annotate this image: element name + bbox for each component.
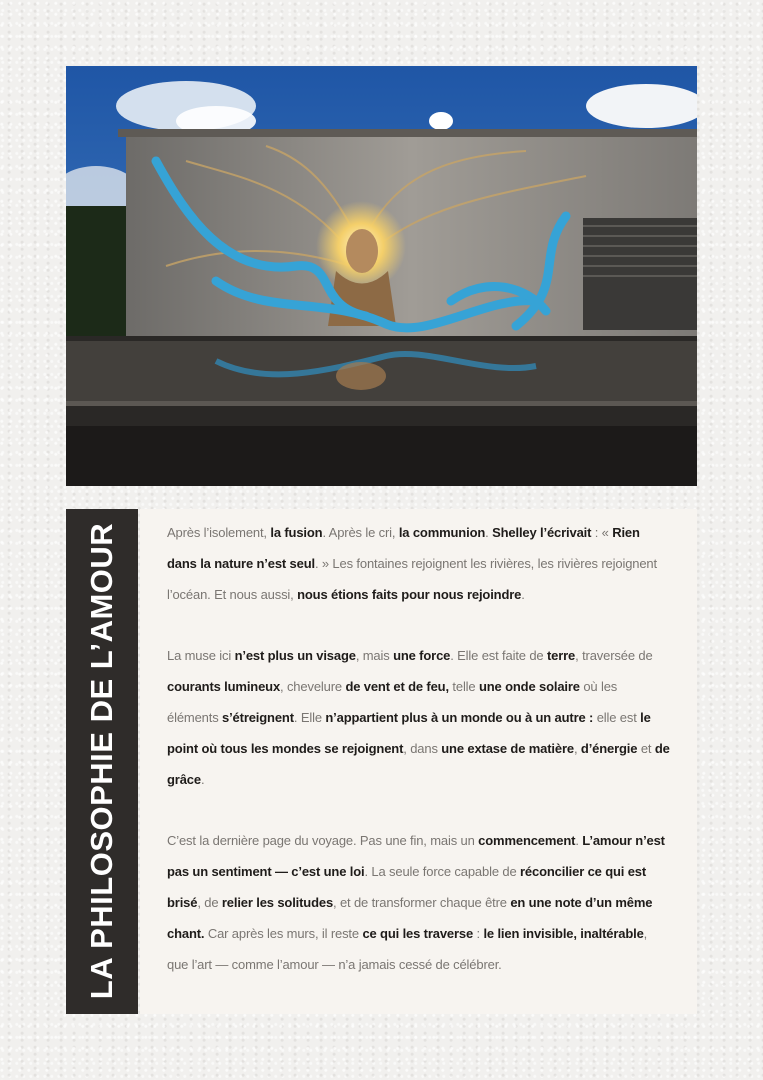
body-text-run: La muse ici — [167, 648, 235, 664]
body-text-run: . Elle est faite de — [450, 648, 547, 664]
body-text — [167, 518, 670, 1011]
emphasis-text: n’est plus un visage — [234, 648, 356, 664]
section-title-bar — [66, 509, 138, 1014]
emphasis-text: n’appartient plus à un monde ou à un autre : — [325, 709, 594, 725]
body-text-run: , de — [197, 894, 222, 910]
body-text-run: , que l’art — comme l’amour — n’a jamais cessé de célébrer. — [167, 925, 648, 972]
emphasis-text: L’amour n’est pas un sentiment — c’est une loi — [167, 833, 665, 880]
body-text-run: . Après le cri, — [322, 525, 399, 540]
emphasis-text: le lien invisible, inaltérable — [483, 925, 644, 941]
body-text-run: Car après les murs, il reste — [204, 925, 363, 941]
emphasis-text: Rien dans la nature n’est seul — [167, 525, 640, 571]
text-panel — [140, 509, 697, 1014]
body-text-run: . — [485, 525, 493, 540]
body-text-run: . » Les fontaines rejoignent les rivières, les rivières rejoignent l’océan. Et nous aussi, — [167, 555, 657, 602]
emphasis-text: Shelley l’écrivait — [492, 525, 592, 540]
body-text-run: , dans — [403, 740, 442, 756]
emphasis-text: de grâce — [167, 740, 670, 787]
body-text-run: . La seule force capable de — [364, 864, 520, 880]
emphasis-text: une force — [393, 648, 451, 664]
body-text-run: , et de transformer chaque être — [333, 894, 511, 910]
emphasis-text: terre — [546, 648, 576, 664]
emphasis-text: la fusion — [270, 525, 323, 540]
emphasis-text: relier les solitudes — [221, 894, 334, 910]
body-text-run: , — [573, 740, 581, 756]
body-text-run: C’est la dernière page du voyage. Pas une fin, mais un — [167, 833, 479, 849]
body-text-run: . — [200, 771, 205, 787]
body-text-run: : — [473, 925, 484, 941]
emphasis-text: une extase de matière — [441, 740, 574, 756]
body-text-run: . Elle — [293, 709, 326, 725]
body-text-run: : « — [591, 525, 613, 540]
emphasis-text: commencement — [478, 833, 576, 849]
paragraph-1 — [167, 518, 670, 610]
body-text-run: et — [637, 740, 655, 756]
body-text-run: . — [521, 586, 525, 602]
emphasis-text: en une note d’un même chant. — [167, 894, 653, 941]
body-text-run: . — [575, 833, 583, 849]
mural-photo — [66, 66, 697, 486]
emphasis-text: courants lumineux — [167, 679, 281, 695]
paragraph-3 — [167, 826, 670, 980]
body-text-run: , mais — [355, 648, 394, 664]
body-text-run: , chevelure — [280, 679, 346, 695]
emphasis-text: nous étions faits pour nous rejoindre — [297, 586, 522, 602]
paragraph-2 — [167, 641, 670, 795]
emphasis-text: le point où tous les mondes se rejoignent — [167, 709, 651, 756]
emphasis-text: réconcilier ce qui est brisé — [167, 864, 647, 910]
emphasis-text: de vent et de feu, — [345, 679, 449, 695]
body-text-run: elle est — [593, 709, 641, 725]
emphasis-text: s’étreignent — [222, 709, 294, 725]
emphasis-text: ce qui les traverse — [362, 925, 474, 941]
body-text-run: Après l’isolement, — [167, 525, 271, 540]
emphasis-text: d’énergie — [580, 740, 638, 756]
section-title: LA PHILOSOPHIE DE L’AMOUR — [84, 522, 119, 1000]
body-text-run: où les éléments — [167, 679, 618, 725]
body-text-run: telle — [448, 679, 479, 695]
emphasis-text: la communion — [398, 525, 486, 540]
emphasis-text: une onde solaire — [478, 679, 580, 695]
body-text-run: , traversée de — [575, 648, 653, 664]
